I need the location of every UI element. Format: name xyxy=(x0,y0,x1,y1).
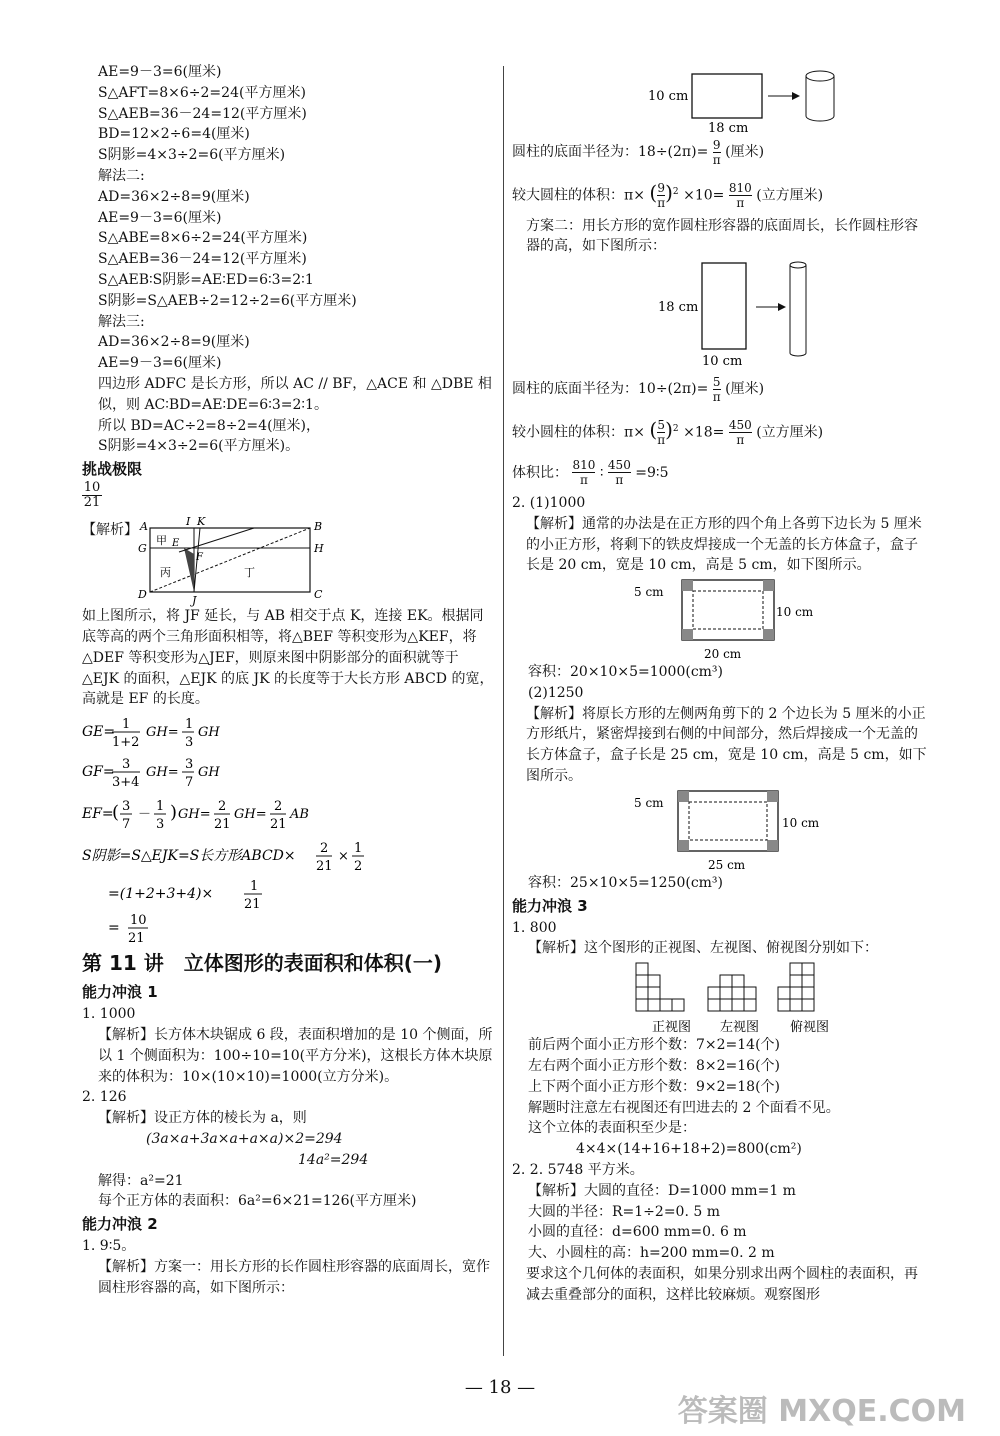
fig4-depth-label: 10 cm xyxy=(782,815,820,830)
line: BD=12×2÷6=4(厘米) xyxy=(98,126,250,143)
view-cell xyxy=(708,999,720,1011)
view-cell xyxy=(790,975,802,987)
eq-text: GH xyxy=(198,765,220,781)
answer: 1. 800 xyxy=(512,919,557,936)
view-cell xyxy=(744,987,756,999)
figure-box-2 xyxy=(512,787,930,873)
fig2-width-label: 10 cm xyxy=(702,354,743,370)
frac-num: 1 xyxy=(354,841,363,857)
view-label-left: 左视图 xyxy=(720,1020,760,1036)
volume-result: 容积：20×10×5=1000(cm³) xyxy=(528,664,724,681)
method-label: 解法三: xyxy=(98,313,145,330)
denominator: π xyxy=(657,196,666,211)
explanation: 【解析】这个图形的正视图、左视图、俯视图分别如下： xyxy=(528,940,878,957)
view-cell xyxy=(648,987,660,999)
corner-square xyxy=(767,840,778,851)
frac-den: 3+4 xyxy=(112,775,140,791)
paren: ) xyxy=(665,180,673,205)
label-bing: 丙 xyxy=(160,566,171,580)
view-label-front: 正视图 xyxy=(652,1020,692,1036)
volume-line-1 xyxy=(512,172,930,216)
corner-square xyxy=(678,840,689,851)
line: 小圆的直径：d=600 mm=0. 6 m xyxy=(528,1224,747,1241)
cylinder-top xyxy=(790,262,806,268)
view-cell xyxy=(708,987,720,999)
frac-num: 2 xyxy=(320,841,329,857)
eq-ef-label: EF= xyxy=(82,806,114,823)
corner-square xyxy=(767,791,778,802)
fig1-rectangle xyxy=(692,74,762,118)
text: =9∶5 xyxy=(635,464,669,481)
view-cell xyxy=(636,975,648,987)
view-label-top: 俯视图 xyxy=(790,1020,830,1036)
view-cell xyxy=(732,999,744,1011)
corner-square xyxy=(678,791,689,802)
eq-ge-label: GE= xyxy=(82,724,116,741)
line: S阴影=S△AEB÷2=12÷2=6(平方厘米) xyxy=(98,292,357,309)
plan2-text: 方案二：用长方形的宽作圆柱形容器的底面周长，长作圆柱形容器的高，如下图所示： xyxy=(526,217,918,255)
answer: 1. 9∶5。 xyxy=(82,1238,136,1255)
fraction xyxy=(713,375,721,404)
view-cell xyxy=(778,987,790,999)
view-cell xyxy=(720,987,732,999)
text: 圆柱的底面半径为：18÷(2π)= xyxy=(512,144,709,160)
line: AD=36×2÷8=9(厘米) xyxy=(98,188,250,205)
equation: 每个正方体的表面积：6a²=6×21=126(平方厘米) xyxy=(98,1193,417,1210)
eq-gf-label: GF= xyxy=(82,764,115,781)
figure-box-1 xyxy=(512,576,930,662)
frac-den: 21 xyxy=(214,817,231,833)
view-cell xyxy=(802,999,814,1011)
numerator: 9 xyxy=(712,137,721,152)
view-cell xyxy=(790,963,802,975)
paren: ) xyxy=(665,417,673,442)
view-cell xyxy=(648,999,660,1011)
explanation: 【解析】方案一：用长方形的长作圆柱形容器的底面周长，宽作圆柱形容器的高，如下图所示： xyxy=(98,1258,490,1296)
numerator: 810 xyxy=(728,181,752,196)
unit: (立方厘米) xyxy=(756,187,824,204)
section-heading-nl3: 能力冲浪 3 xyxy=(512,896,588,915)
text: ×10= xyxy=(683,187,725,204)
paren: ( xyxy=(112,802,120,824)
denominator: π xyxy=(736,433,745,448)
page-number: — 18 — xyxy=(464,1377,536,1398)
equation: 解得：a²=21 xyxy=(98,1172,184,1189)
line: AE=9－3=6(厘米) xyxy=(98,209,222,226)
view-cell xyxy=(732,975,744,987)
frac-num: 1 xyxy=(156,799,165,815)
view-cell xyxy=(636,963,648,975)
equations-block xyxy=(82,712,494,947)
figure-plan1 xyxy=(512,62,930,136)
text: 圆柱的底面半径为：10÷(2π)= xyxy=(512,381,709,398)
label-a: A xyxy=(140,520,148,534)
denominator: π xyxy=(579,473,588,488)
watermark-logo: 答案圈 MXQE.COM xyxy=(677,1394,966,1429)
frac-den: 7 xyxy=(122,817,131,833)
fig2-rectangle xyxy=(702,263,746,349)
challenge-answer-fraction xyxy=(82,481,102,510)
text: ×18= xyxy=(683,424,725,441)
text: 体积比： xyxy=(512,464,568,481)
line: 前后两个面小正方形个数：7×2=14(个) xyxy=(528,1037,781,1054)
numerator: 450 xyxy=(728,418,752,433)
section-heading-nl1: 能力冲浪 1 xyxy=(82,983,158,1002)
corner-square xyxy=(682,580,693,591)
figure-plan2 xyxy=(512,257,930,369)
numerator: 10 xyxy=(83,480,101,496)
section-heading-nl2: 能力冲浪 2 xyxy=(82,1215,158,1234)
answer: 2. (1)1000 xyxy=(512,494,586,511)
denominator: π xyxy=(736,196,745,211)
view-cell xyxy=(720,975,732,987)
radius-line-2 xyxy=(512,369,930,409)
view-cell xyxy=(790,987,802,999)
volume-result: 容积：25×10×5=1250(cm³) xyxy=(528,874,724,891)
line: AE=9－3=6(厘米) xyxy=(98,355,222,372)
fraction xyxy=(713,138,721,167)
view-cell xyxy=(648,975,660,987)
frac-den: 21 xyxy=(270,817,287,833)
frac-num: 10 xyxy=(130,913,147,929)
label-e: E xyxy=(172,538,180,550)
equation: (3a×a+3a×a+a×a)×2=294 xyxy=(146,1130,343,1147)
explanation: 【解析】设正方体的棱长为 a，则 xyxy=(98,1110,307,1127)
numerator: 810 xyxy=(572,458,596,473)
denominator: π xyxy=(712,389,721,404)
line: 解题时注意左右视图还有凹进去的 2 个面看不见。 xyxy=(528,1099,840,1116)
corner-square xyxy=(682,629,693,640)
view-cell xyxy=(802,963,814,975)
line: AE=9－3=6(厘米) xyxy=(98,64,222,80)
answer: (2)1250 xyxy=(528,684,584,701)
fraction xyxy=(729,418,752,447)
line: 上下两个面小正方形个数：9×2=18(个) xyxy=(528,1078,781,1095)
numerator: 5 xyxy=(712,374,721,389)
denominator: π xyxy=(615,473,624,488)
label-i: I xyxy=(186,515,191,529)
fig1-width-label: 18 cm xyxy=(708,121,749,136)
view-cell xyxy=(778,999,790,1011)
paren: ( xyxy=(649,180,658,205)
exponent: 2 xyxy=(672,187,679,197)
three-views-figure xyxy=(512,959,930,1035)
fig4-height-label: 5 cm xyxy=(634,795,664,810)
fig3-height-label: 5 cm xyxy=(634,585,664,600)
column-divider xyxy=(503,66,504,1356)
answer: 1. 1000 xyxy=(82,1006,136,1023)
line: 这个立体的表面积至少是： xyxy=(528,1120,696,1137)
explanation: 【解析】长方体木块锯成 6 段，表面积增加的是 10 个侧面，所以 1 个侧面积为：100÷10=10(平方分米)，这根长方体木块原来的体积为：10×(10×10)=1000(立方分米)。 xyxy=(98,1026,493,1085)
line: S△ABE=8×6÷2=24(平方厘米) xyxy=(98,230,308,247)
cylinder-bottom xyxy=(790,353,806,356)
fig2-height-label: 18 cm xyxy=(658,300,699,316)
fig3-width-label: 20 cm xyxy=(704,647,742,662)
line: AD=36×2÷8=9(厘米) xyxy=(98,334,250,351)
arrowhead xyxy=(778,303,786,311)
denominator: π xyxy=(657,433,666,448)
unit: (厘米) xyxy=(725,144,765,160)
eq-s2-label: =(1+2+3+4)× xyxy=(108,886,214,903)
frac-den: 21 xyxy=(128,931,145,947)
chapter-title: 第 11 讲 立体图形的表面积和体积(一) xyxy=(82,951,443,976)
numerator: 450 xyxy=(607,458,631,473)
fraction xyxy=(608,458,631,487)
denominator: π xyxy=(712,152,721,167)
rectangle-figure xyxy=(134,514,344,608)
challenge-figure-row xyxy=(82,514,494,608)
frac-num: 3 xyxy=(185,757,194,773)
denominator: 21 xyxy=(83,495,101,511)
frac-num: 3 xyxy=(122,799,131,815)
label-b: B xyxy=(314,520,323,534)
text: 较大圆柱的体积：π× xyxy=(512,187,645,204)
eq-text: GH= xyxy=(234,807,267,823)
eq-text: × xyxy=(338,849,349,865)
answer: 2. 126 xyxy=(82,1089,127,1106)
frac-den: 7 xyxy=(185,775,194,791)
text: 较小圆柱的体积：π× xyxy=(512,424,645,441)
paren: ( xyxy=(649,417,658,442)
view-cell xyxy=(790,999,802,1011)
fig4-width-label: 25 cm xyxy=(708,857,746,872)
eq-text: GH= xyxy=(146,765,179,781)
line: S阴影=4×3÷2=6(平方厘米)。 xyxy=(98,438,300,455)
unit: (立方厘米) xyxy=(756,424,824,441)
fraction xyxy=(729,181,752,210)
line: S△AFT=8×6÷2=24(平方厘米) xyxy=(98,84,306,101)
frac-den: 3 xyxy=(156,817,165,833)
eq-s1-label: S阴影=S△EJK=S长方形ABCD× xyxy=(82,848,296,865)
line: 大圆的半径：R=1÷2=0. 5 m xyxy=(528,1203,720,1220)
label-c: C xyxy=(314,588,323,602)
label-j: J xyxy=(192,594,197,608)
fig3-outline xyxy=(682,580,774,640)
paragraph: 要求这个几何体的表面积，如果分别求出两个圆柱的表面积，再减去重叠部分的面积，这样比较麻烦。观察图形 xyxy=(526,1266,918,1303)
volume-line-2 xyxy=(512,409,930,453)
label-d: D xyxy=(138,588,147,602)
view-cell xyxy=(636,987,648,999)
eq-text: AB xyxy=(290,807,309,823)
line: 左右两个面小正方形个数：8×2=16(个) xyxy=(528,1058,781,1075)
fig4-outline xyxy=(678,791,778,851)
view-cell xyxy=(720,999,732,1011)
method-label: 解法二: xyxy=(98,167,145,184)
view-cell xyxy=(660,999,672,1011)
frac-den: 21 xyxy=(316,859,333,875)
fraction xyxy=(657,181,665,210)
frac-num: 3 xyxy=(122,757,131,773)
line: S△AEB=36－24=12(平方厘米) xyxy=(98,105,307,122)
label-g: G xyxy=(138,542,147,556)
fraction xyxy=(572,458,595,487)
frac-den: 1+2 xyxy=(112,735,140,751)
fraction xyxy=(657,418,665,447)
line: 所以 BD=AC÷2=8÷2=4(厘米)， xyxy=(98,417,320,434)
label-k: K xyxy=(197,515,206,529)
view-cell xyxy=(802,987,814,999)
ratio-line xyxy=(512,453,930,493)
frac-num: 1 xyxy=(185,717,194,733)
label-h: H xyxy=(314,542,324,556)
explanation: 【解析】将原长方形的左侧两角剪下的 2 个边长为 5 厘米的小正方形纸片，紧密焊接到右侧的中间部分，然后焊接成一个无盖的长方体盒子，盒子长是 25 cm，宽是 10 cm，高是 5 cm，如下图所示。 xyxy=(526,705,927,785)
eq-text: － xyxy=(138,807,152,823)
label-ding: 丁 xyxy=(244,566,255,580)
equation: 14a²=294 xyxy=(298,1151,369,1168)
paragraph: 四边形 ADFC 是长方形，所以 AC // BF，△ACE 和 △DBE 相似，则 AC∶BD=AE∶DE=6∶3=2∶1。 xyxy=(98,375,492,413)
cylinder-bottom xyxy=(806,116,834,121)
label-f: F xyxy=(196,552,203,564)
eq-text: GH= xyxy=(178,807,211,823)
line: S阴影=4×3÷2=6(平方厘米) xyxy=(98,147,286,164)
left-column xyxy=(82,62,494,1298)
section-heading-challenge: 挑战极限 xyxy=(82,460,143,479)
jiexi-tag: 【解析】 xyxy=(82,522,138,539)
fold-lines xyxy=(689,802,767,840)
view-cell xyxy=(672,999,684,1011)
line: 【解析】大圆的直径：D=1000 mm=1 m xyxy=(528,1182,796,1199)
challenge-explanation: 如上图所示，将 JF 延长，与 AB 相交于点 K，连接 EK。根据同底等高的两个三角形面积相等，将△BEF 等积变形为△KEF，将△DEF 等积变形为△JEF，则原来图中阴影部分的面积就等于△EJK 的面积，△EJK 的底 JK 的长度等于大长方形 ABCD 的宽，高就是 EF 的长度。 xyxy=(82,608,494,708)
view-cell xyxy=(802,975,814,987)
paren: ) xyxy=(170,802,178,824)
arrowhead xyxy=(792,92,800,100)
exponent: 2 xyxy=(672,424,679,435)
eq-text: GH= xyxy=(146,725,179,741)
frac-num: 2 xyxy=(274,799,283,815)
frac-num: 1 xyxy=(122,717,131,733)
frac-num: 1 xyxy=(250,879,259,895)
view-cell xyxy=(636,999,648,1011)
frac-den: 3 xyxy=(185,735,194,751)
numerator: 9 xyxy=(657,181,665,196)
numerator: 5 xyxy=(657,418,665,433)
line: 大、小圆柱的高：h=200 mm=0. 2 m xyxy=(528,1245,775,1262)
radius-line-1 xyxy=(512,132,930,172)
right-column xyxy=(512,62,930,1306)
frac-num: 2 xyxy=(218,799,227,815)
answer: 2. 2. 5748 平方米。 xyxy=(512,1162,644,1179)
line: S△AEB=36－24=12(平方厘米) xyxy=(98,251,307,268)
eq-s3-label: = xyxy=(108,920,120,937)
shaded-triangle xyxy=(184,548,194,592)
view-cell xyxy=(732,987,744,999)
cylinder-top xyxy=(806,71,834,81)
fold-lines xyxy=(693,591,763,629)
corner-square xyxy=(763,629,774,640)
label-jia: 甲 xyxy=(156,534,167,548)
view-cell xyxy=(744,999,756,1011)
line: 4×4×(14+16+18+2)=800(cm²) xyxy=(576,1141,802,1158)
text: ∶ xyxy=(599,464,604,481)
eq-text: GH xyxy=(198,725,220,741)
line: S△AEB∶S阴影=AE∶ED=6∶3=2∶1 xyxy=(98,271,314,288)
unit: (厘米) xyxy=(725,381,765,398)
fig3-depth-label: 10 cm xyxy=(776,605,814,620)
explanation: 【解析】通常的办法是在正方形的四个角上各剪下边长为 5 厘米的小正方形，将剩下的铁皮焊接成一个无盖的长方体盒子，盒子长是 20 cm，宽是 10 cm，高是 5 cm，如下图所示。 xyxy=(526,515,922,574)
corner-square xyxy=(763,580,774,591)
frac-den: 2 xyxy=(354,859,363,875)
fig1-height-label: 10 cm xyxy=(648,89,689,104)
frac-den: 21 xyxy=(244,897,261,913)
